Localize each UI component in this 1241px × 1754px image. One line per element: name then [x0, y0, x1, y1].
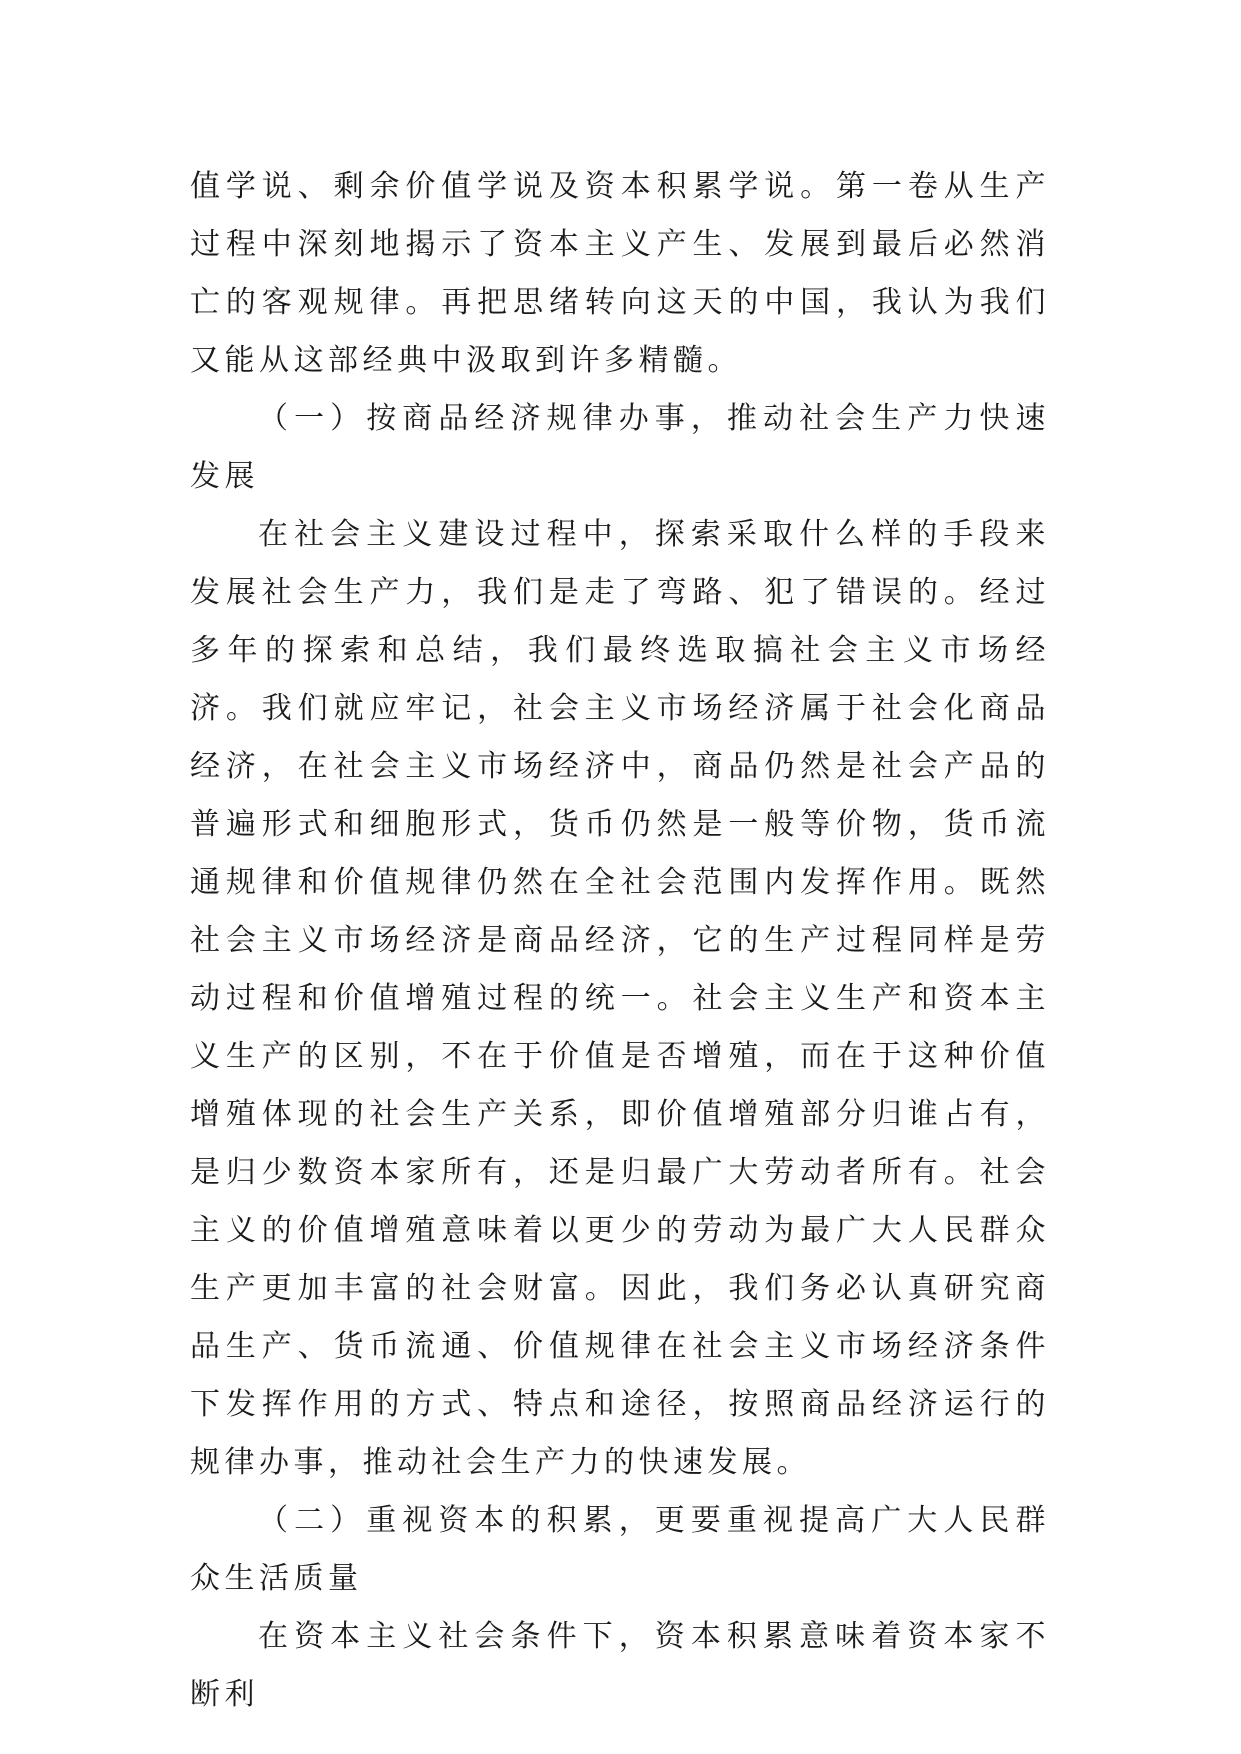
- section-heading-2: （二）重视资本的积累，更要重视提高广大人民群众生活质量: [190, 1503, 1050, 1596]
- paragraph-section-2: 在资本主义社会条件下，资本积累意味着资本家不断利: [190, 1619, 1050, 1712]
- paragraph-intro-continuation: 值学说、剩余价值学说及资本积累学说。第一卷从生产过程中深刻地揭示了资本主义产生、发展到最后必然消亡的客观规律。再把思绪转向这天的中国，我认为我们又能从这部经典中汲取到许多精髓。: [190, 169, 1050, 378]
- paragraph-section-1: 在社会主义建设过程中，探索采取什么样的手段来发展社会生产力，我们是走了弯路、犯了错误的。经过多年的探索和总结，我们最终选取搞社会主义市场经济。我们就应牢记，社会主义市场经济属于社会化商品经济，在社会主义市场经济中，商品仍然是社会产品的普遍形式和细胞形式，货币仍然是一般等价物，货币流通规律和价值规律仍然在全社会范围内发挥作用。既然社会主义市场经济是商品经济，它的生产过程同样是劳动过程和价值增殖过程的统一。社会主义生产和资本主义生产的区别，不在于价值是否增殖，而在于这种价值增殖体现的社会生产关系，即价值增殖部分归谁占有，是归少数资本家所有，还是归最广大劳动者所有。社会主义的价值增殖意味着以更少的劳动为最广大人民群众生产更加丰富的社会财富。因此，我们务必认真研究商品生产、货币流通、价值规律在社会主义市场经济条件下发挥作用的方式、特点和途径，按照商品经济运行的规律办事，推动社会生产力的快速发展。: [190, 517, 1050, 1480]
- document-body: [190, 158, 1050, 1724]
- section-heading-1: （一）按商品经济规律办事，推动社会生产力快速发展: [190, 401, 1050, 494]
